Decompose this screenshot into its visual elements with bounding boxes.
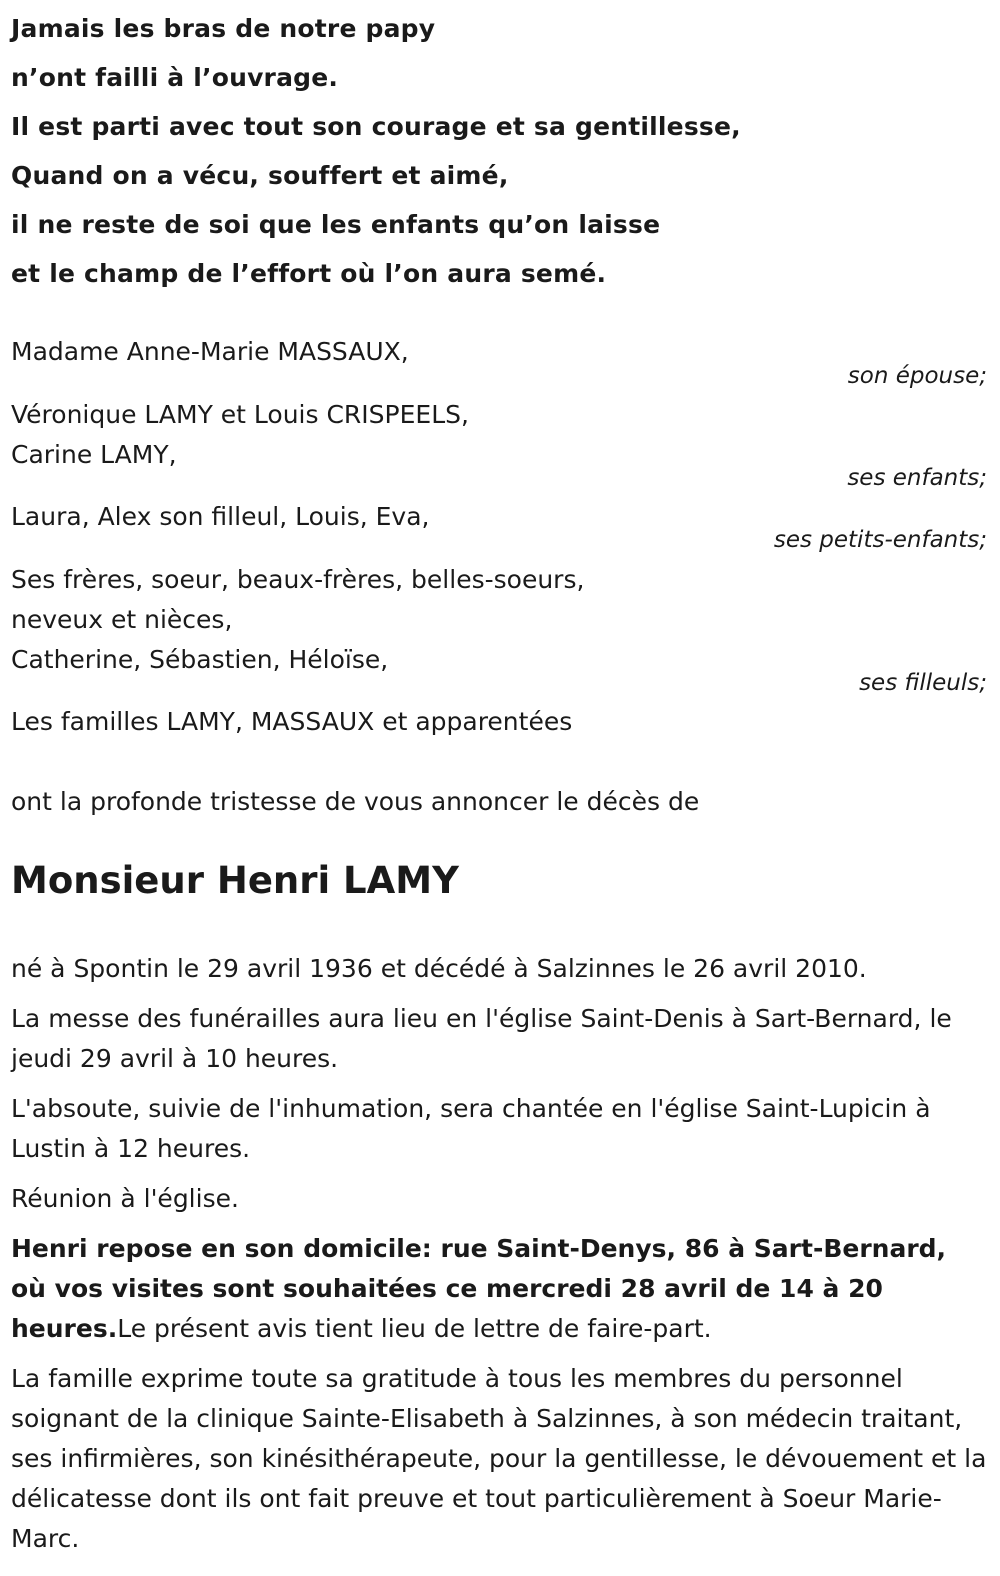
- absolution: L'absoute, suivie de l'inhumation, sera chantée en l'église Saint-Lupicin à Lustin à 12 heures.: [11, 1094, 931, 1163]
- announcement: ont la profonde tristesse de vous annoncer le décès de: [11, 787, 700, 816]
- poem-line: et le champ de l’effort où l’on aura semé.: [11, 259, 607, 288]
- funeral-mass: La messe des funérailles aura lieu en l'église Saint-Denis à Sart-Bernard, le jeudi 29 avril à 10 heures.: [11, 1004, 952, 1073]
- notice-text: Le présent avis tient lieu de lettre de faire-part.: [117, 1314, 712, 1343]
- children-line-1: Véronique LAMY et Louis CRISPEELS,: [11, 400, 469, 429]
- godchildren-relation: ses filleuls;: [859, 670, 987, 696]
- rest-paragraph: [11, 1229, 987, 1349]
- siblings-line-2: neveux et nièces,: [11, 605, 233, 634]
- gratitude: La famille exprime toute sa gratitude à tous les membres du personnel soignant de la clinique Sainte-Elisabeth à Salzinnes, à son médecin traitant, ses infirmières, son kinésithérapeute, pour la gentillesse, le dévouement et la délicatesse dont ils ont fait preuve et tout particulièrement à Soeur Marie-Marc.: [11, 1364, 987, 1553]
- spouse-name: Madame Anne-Marie MASSAUX,: [11, 337, 409, 366]
- meeting: Réunion à l'église.: [11, 1184, 239, 1213]
- poem-line: Il est parti avec tout son courage et sa gentillesse,: [11, 112, 741, 141]
- spouse-relation: son épouse;: [847, 363, 987, 389]
- poem-line: n’ont failli à l’ouvrage.: [11, 63, 339, 92]
- children-relation: ses enfants;: [847, 465, 987, 491]
- poem-line: Quand on a vécu, souffert et aimé,: [11, 161, 509, 190]
- birth-death: né à Spontin le 29 avril 1936 et décédé à Salzinnes le 26 avril 2010.: [11, 954, 867, 983]
- poem: [11, 4, 987, 298]
- grandchildren-names: Laura, Alex son filleul, Louis, Eva,: [11, 502, 430, 531]
- godchildren-names: Catherine, Sébastien, Héloïse,: [11, 645, 389, 674]
- rest-info: Henri repose en son domicile: rue Saint-Denys, 86 à Sart-Bernard, où vos visites sont souhaitées ce mercredi 28 avril de 14 à 20 heures.: [11, 1234, 947, 1343]
- grandchildren-relation: ses petits-enfants;: [773, 527, 987, 553]
- children-line-2: Carine LAMY,: [11, 440, 177, 469]
- families-line: Les familles LAMY, MASSAUX et apparentées: [11, 707, 573, 736]
- details: [11, 949, 987, 1569]
- poem-line: Jamais les bras de notre papy: [11, 14, 436, 43]
- deceased-name: Monsieur Henri LAMY: [11, 859, 459, 902]
- poem-line: il ne reste de soi que les enfants qu’on laisse: [11, 210, 661, 239]
- siblings-line-1: Ses frères, soeur, beaux-frères, belles-soeurs,: [11, 565, 585, 594]
